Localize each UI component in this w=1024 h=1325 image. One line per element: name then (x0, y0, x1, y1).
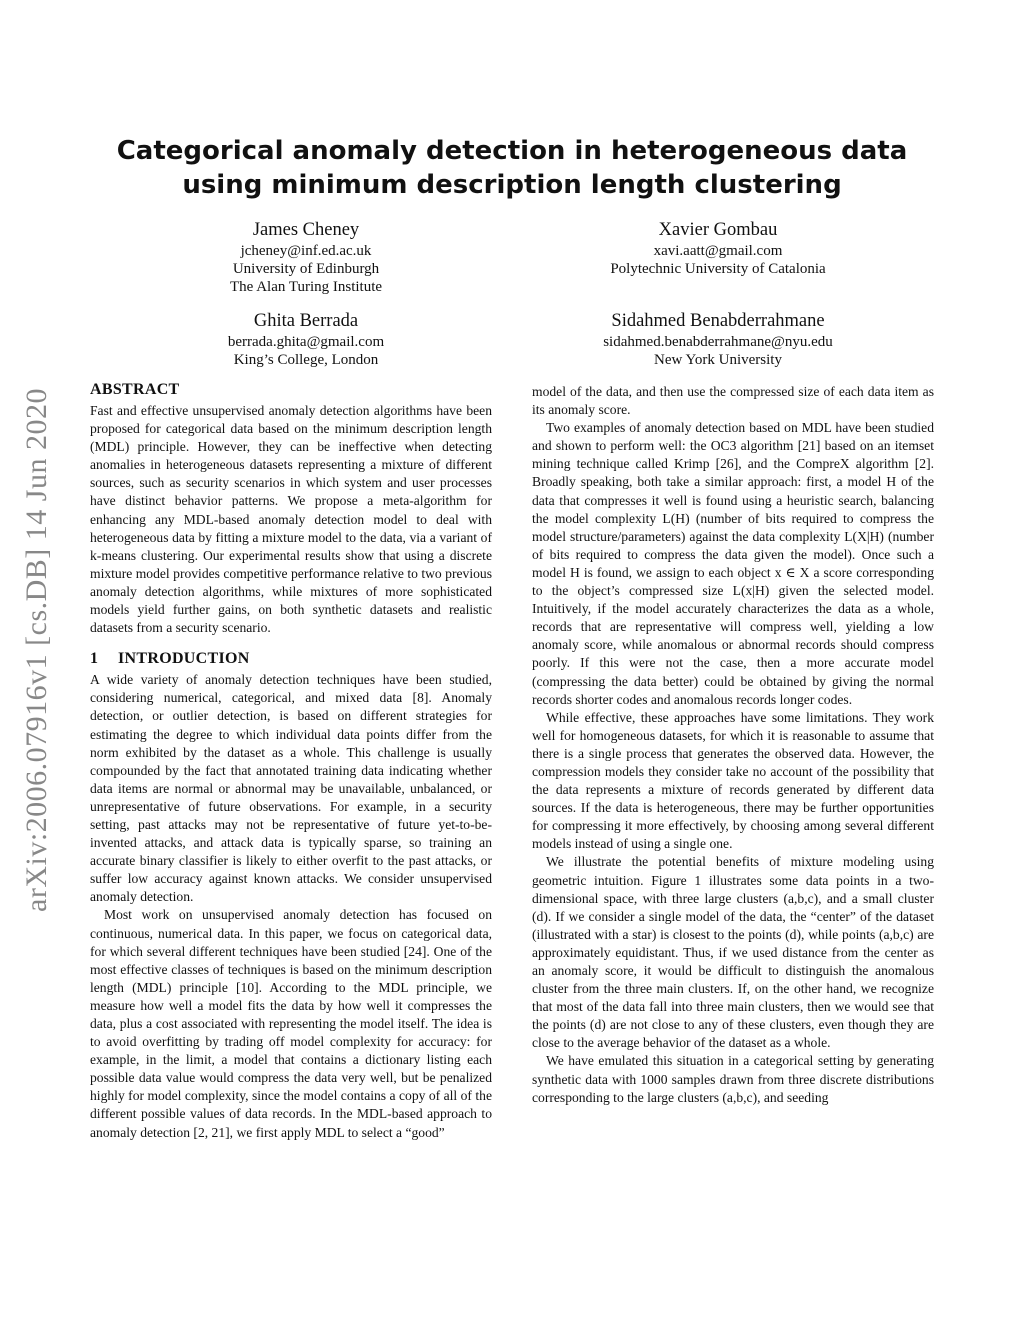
author-block-3 (126, 309, 486, 369)
author-block-1 (126, 218, 486, 296)
section-heading-introduction (90, 649, 492, 669)
abstract-heading: ABSTRACT (90, 381, 180, 398)
arxiv-identifier: arXiv:2006.07916v1 [cs.DB] 14 Jun 2020 (20, 388, 53, 912)
right-column (532, 383, 934, 1107)
author-affiliation: Polytechnic University of Catalonia (610, 261, 826, 277)
arxiv-side-stamp (10, 350, 64, 950)
author-email: xavi.aatt@gmail.com (653, 243, 783, 259)
body-paragraph: Two examples of anomaly detection based on MDL have been studied and shown to perform well: the OC3 algorithm [21] based on an itemset mining technique called Krimp [26], and the CompreX algorithm [2]. Broadly speaking, both take a similar approach: first, a model H of the data that compresses it well is found using a heuristic search, balancing the model complexity L(H) (number of bits required to compress the model structure/parameters) against the data complexity L(X|H) (number of bits required to compress the data given the model). Once such a model H is found, we assign to each object x ∈ X a score corresponding to the object’s compressed size L(x|H) given the selected model. Intuitively, if the model accurately characterizes the data as a whole, records that are representative will compress well, yielding a low anomaly score, while anomalous or abnormal records should compress poorly. If this were not the case, then a more accurate model (compressing the data better) could be obtained by giving the normal records shorter codes and anomalous records longer codes. (532, 420, 934, 707)
author-name: Ghita Berrada (253, 311, 359, 331)
author-affiliation: The Alan Turing Institute (229, 279, 383, 295)
body-paragraph: We have emulated this situation in a categorical setting by generating synthetic data with 1000 samples drawn from three discrete distributions corresponding to the large clusters (a,b,c), and seeding (532, 1053, 934, 1105)
body-paragraph: We illustrate the potential benefits of mixture modeling using geometric intuition. Figure 1 illustrates some data points in a two-dimensional space, with three large clusters (a,b,c), and a small cluster (d). If we consider a single model of the data, the “center” of the dataset (illustrated with a star) is closest to the points (d), while points (a,b,c) are approximately equidistant. Thus, if we used distance from the center as an anomaly score, it would be difficult to distinguish the anomalous cluster from the three main clusters. If, on the other hand, we recognize that most of the data fall into three main clusters, then we would see that the points (d) are not close to any of these clusters, even though they are close to the average behavior of the dataset as a whole. (532, 854, 934, 1051)
section-number: 1 (90, 650, 99, 668)
author-affiliation: University of Edinburgh (232, 261, 380, 277)
author-email: jcheney@inf.ed.ac.uk (240, 243, 372, 259)
paper-title: Categorical anomaly detection in heterogeneous data using minimum description length clustering (116, 136, 908, 200)
author-name: Sidahmed Benabderrahmane (611, 311, 825, 331)
section-title: INTRODUCTION (118, 650, 250, 668)
intro-paragraph-2: Most work on unsupervised anomaly detection has focused on continuous, numerical data. In this paper, we focus on categorical data, for which several different techniques have been studied [24]. One of the most effective classes of techniques is based on the minimum description length (MDL) principle [10]. According to the MDL principle, we measure how well a model fits the data by how well it compresses the data, plus a cost associated with representing the model itself. The idea is to avoid overfitting by trading off model complexity for accuracy: for example, in the limit, a model that contains a dictionary listing each possible data value would compress the data very well, but be penalized highly for model complexity, since the model contains a copy of all of the different possible values of data records. In the MDL-based approach to anomaly detection [2, 21], we first apply MDL to select a “good” (90, 907, 492, 1140)
body-paragraph: model of the data, and then use the compressed size of each data item as its anomaly score. (532, 384, 934, 418)
abstract-text: Fast and effective unsupervised anomaly detection algorithms have been proposed for categorical data based on the minimum description length (MDL) principle. However, they can be ineffective when detecting anomalies in heterogeneous datasets representing a mixture of different sources, such as security scenarios in which system and user processes have distinct behavior patterns. We propose a meta-algorithm for enhancing any MDL-based anomaly detection model to deal with heterogeneous data by fitting a mixture model to the data, via a variant of k-means clustering. Our experimental results show that using a discrete mixture model provides competitive performance relative to two previous anomaly detection algorithms, while mixtures of more sophisticated models yield further gains, on both synthetic datasets and realistic datasets from a security scenario. (90, 403, 492, 636)
author-name: Xavier Gombau (658, 220, 778, 240)
author-affiliation: King’s College, London (233, 352, 379, 368)
intro-paragraph-1: A wide variety of anomaly detection techniques have been studied, considering numerical, categorical, and mixed data [8]. Anomaly detection, or outlier detection, is based on different strategies for estimating the degree to which individual data points differ from the norm exhibited by the dataset as a whole. This challenge is usually compounded by the fact that annotated training data indicating whether data items are normal or abnormal may be unavailable, unbalanced, or unrepresentative of future observations. For example, in a security setting, past attacks may not be representative of future yet-to-be-invented attacks, and attack data is typically sparse, so training an accurate binary classifier is likely to either overfit to the past attacks, or suffer low accuracy against known attacks. We consider unsupervised anomaly detection. (90, 672, 492, 905)
author-affiliation: New York University (654, 352, 782, 368)
author-block-4 (538, 309, 898, 369)
left-column (90, 380, 492, 1142)
author-email: sidahmed.benabderrahmane@nyu.edu (603, 334, 833, 350)
author-name: James Cheney (252, 220, 360, 240)
body-paragraph: While effective, these approaches have some limitations. They work well for homogeneous datasets, for which it is reasonable to assume that there is a single process that generates the observed data. However, the compression models they consider take no account of the possibility that the data represents a mixture of records generated by different data sources. If the data is heterogeneous, there may be further opportunities for compressing it more effectively, by choosing among several different models instead of using a single one. (532, 709, 934, 852)
author-email: berrada.ghita@gmail.com (227, 334, 385, 350)
author-block-2 (538, 218, 898, 278)
